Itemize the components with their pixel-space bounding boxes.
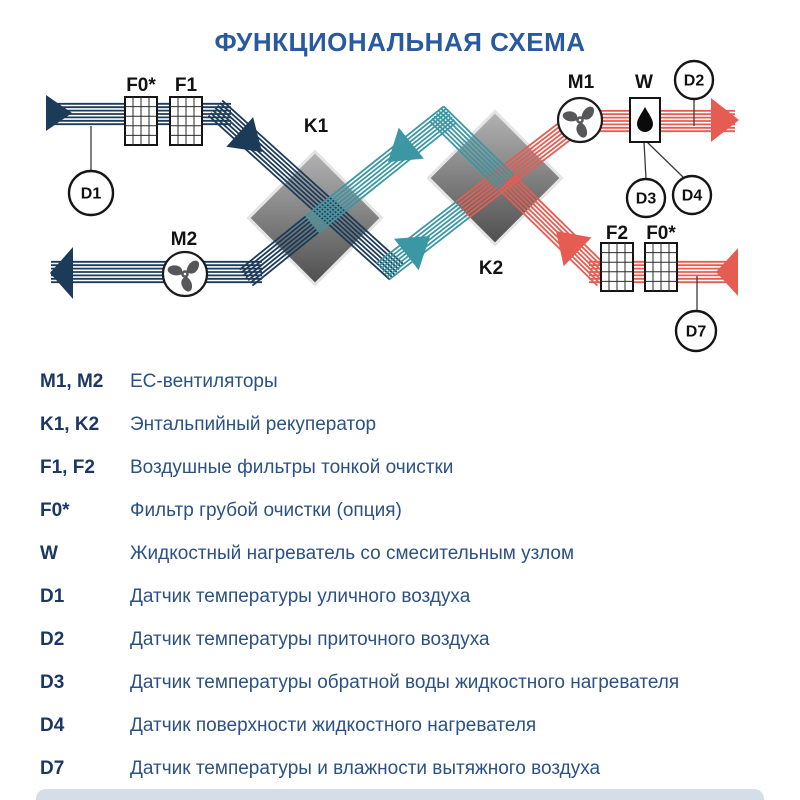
filter-f0-extract <box>645 243 677 291</box>
sensor-label-d4: D4 <box>681 187 703 205</box>
filter-f2 <box>601 243 633 291</box>
page-title: ФУНКЦИОНАЛЬНАЯ СХЕМА <box>214 27 586 57</box>
legend-row-w <box>40 532 780 575</box>
legend-text: Фильтр грубой очистки (опция) <box>130 499 402 521</box>
legend-row-d3 <box>40 661 780 704</box>
legend-row-k1k2 <box>40 403 780 446</box>
extract-air-in-arrow <box>716 248 738 296</box>
sensor-d1 <box>69 171 113 215</box>
fan-m1 <box>558 98 602 142</box>
component-label-m2: M2 <box>170 229 198 250</box>
supply-air-out-arrow <box>711 98 739 142</box>
exhaust-air-out-arrow <box>50 247 73 299</box>
legend-text: Датчик температуры приточного воздуха <box>130 628 490 650</box>
legend-row-d7 <box>40 747 780 790</box>
component-label-f2: F2 <box>605 223 629 244</box>
sensor-label-d3: D3 <box>635 190 657 208</box>
legend-text: Воздушные фильтры тонкой очистки <box>130 456 454 478</box>
extract-k1-arrow <box>375 128 423 178</box>
legend-key: D7 <box>40 757 65 779</box>
legend-text: Датчик температуры уличного воздуха <box>130 585 471 607</box>
bottom-strip <box>36 789 764 800</box>
legend-row-d1 <box>40 575 780 618</box>
filter-f0-supply <box>125 97 157 145</box>
sensor-d3 <box>627 179 665 217</box>
legend-text: Датчик поверхности жидкостного нагревателя <box>130 714 537 736</box>
legend-key: F1, F2 <box>40 456 95 478</box>
sensor-d7 <box>676 311 716 351</box>
legend-key: F0* <box>40 499 70 521</box>
legend-text: Жидкостный нагреватель со смесительным узлом <box>130 542 575 564</box>
component-label-f0-extract: F0* <box>646 223 676 244</box>
fan-m2 <box>163 252 207 296</box>
outdoor-air-in-arrow <box>46 95 72 131</box>
sensor-d2 <box>675 61 713 99</box>
component-label-k1: K1 <box>303 116 329 137</box>
legend-text: Энтальпийный рекуператор <box>130 413 377 435</box>
legend-key: D2 <box>40 628 65 650</box>
functional-schematic-diagram <box>0 0 800 358</box>
sensor-d4 <box>673 176 711 214</box>
filter-f1 <box>170 97 202 145</box>
legend-key: W <box>40 542 58 564</box>
component-label-m1: M1 <box>567 72 595 93</box>
legend-row-f1f2 <box>40 446 780 489</box>
sensor-label-d1: D1 <box>80 185 102 203</box>
component-label-f1: F1 <box>174 75 198 96</box>
component-label-k2: K2 <box>478 258 504 279</box>
legend-key: K1, K2 <box>40 413 100 435</box>
legend <box>40 360 780 790</box>
legend-key: M1, M2 <box>40 370 104 392</box>
legend-key: D1 <box>40 585 65 607</box>
sensor-label-d7: D7 <box>685 323 707 341</box>
legend-key: D3 <box>40 671 65 693</box>
component-label-f0-supply: F0* <box>126 75 156 96</box>
legend-key: D4 <box>40 714 65 736</box>
legend-row-f0 <box>40 489 780 532</box>
legend-row-m1m2 <box>40 360 780 403</box>
sensor-connector-d4 <box>647 142 684 178</box>
legend-row-d4 <box>40 704 780 747</box>
legend-text: EC-вентиляторы <box>130 370 278 392</box>
sensor-connector-d3 <box>644 142 646 179</box>
legend-row-d2 <box>40 618 780 661</box>
legend-text: Датчик температуры обратной воды жидкостного нагревателя <box>130 671 680 693</box>
component-label-w: W <box>635 72 653 93</box>
legend-text: Датчик температуры и влажности вытяжного воздуха <box>130 757 601 779</box>
water-heater-w <box>630 98 660 142</box>
sensor-label-d2: D2 <box>683 72 705 90</box>
